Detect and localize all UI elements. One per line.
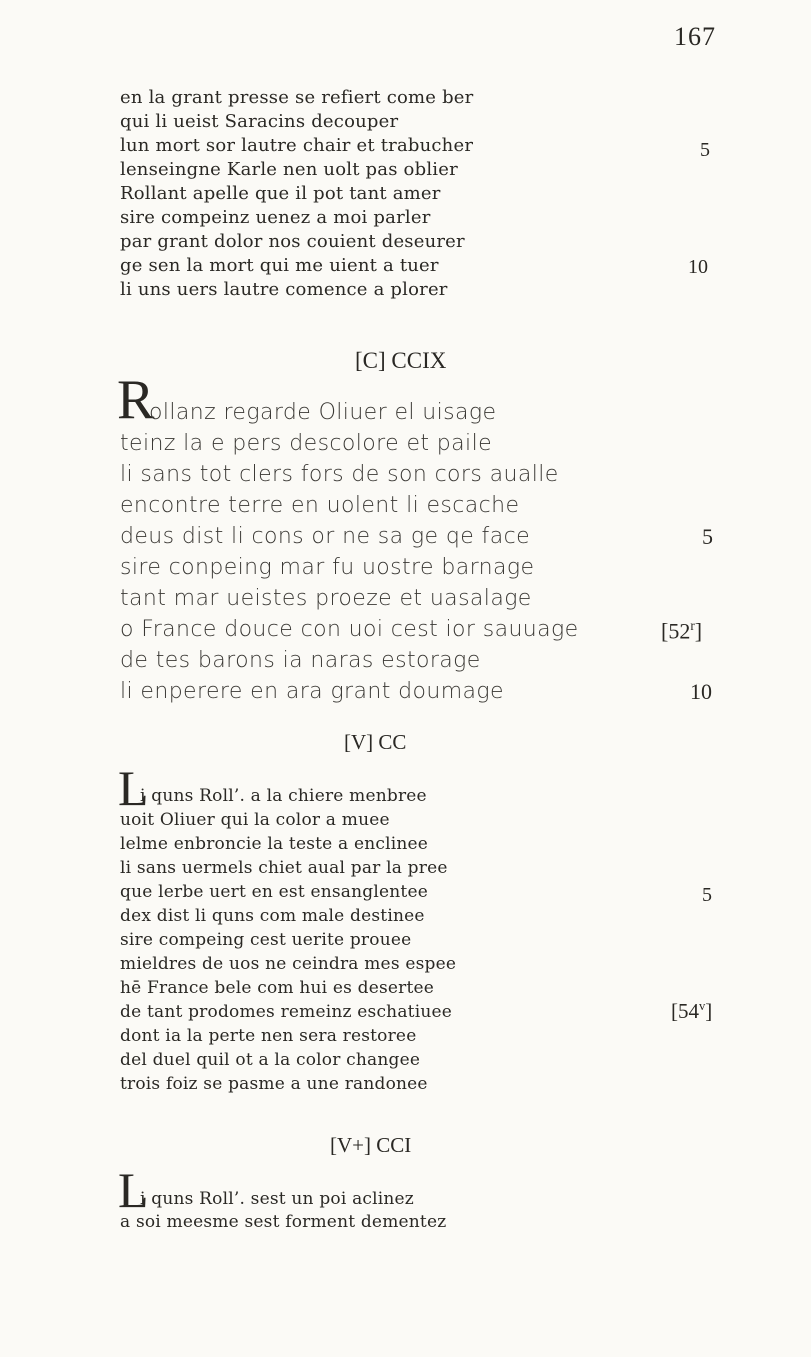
- line-number-10: 10: [688, 256, 708, 278]
- verse-line: dex dist li quns com male destinee: [120, 906, 425, 926]
- verse-line: lun mort sor lautre chair et trabucher: [120, 135, 474, 156]
- verse-line: encontre terre en uolent li escache: [120, 493, 520, 518]
- verse-line: par grant dolor nos couient deseurer: [120, 231, 465, 252]
- verse-line: lenseingne Karle nen uolt pas oblier: [120, 159, 458, 180]
- line-number-5: 5: [702, 884, 712, 906]
- page-number: 167: [674, 22, 716, 51]
- folio-label: [54: [671, 999, 699, 1023]
- verse-line: qui li ueist Saracins decouper: [120, 111, 399, 132]
- stanza-heading: [C] CCIX: [355, 348, 447, 373]
- verse-line: sire compeing cest uerite prouee: [120, 930, 412, 950]
- line-number-10: 10: [690, 679, 712, 704]
- verse-line: del duel quil ot a la color changee: [120, 1050, 421, 1070]
- line-number-5: 5: [702, 524, 713, 549]
- verse-line: deus dist li cons or ne sa ge qe face: [120, 524, 531, 549]
- verse-line: a soi meesme sest forment dementez: [120, 1212, 447, 1232]
- drop-cap-initial: R: [117, 369, 155, 431]
- verse-line: i quns Roll’. a la chiere menbree: [140, 786, 427, 806]
- verse-line: tant mar ueistes proeze et uasalage: [120, 586, 532, 611]
- verse-line: que lerbe uert en est ensanglentee: [120, 882, 428, 902]
- stanza-heading: [V+] CCI: [330, 1133, 412, 1157]
- verse-line: ollanz regarde Oliuer el uisage: [149, 400, 497, 425]
- folio-close: ]: [694, 618, 703, 644]
- verse-line: o France douce con uoi cest ior sauuage: [120, 617, 579, 642]
- verse-line: mieldres de uos ne ceindra mes espee: [120, 954, 457, 974]
- folio-label: [52: [661, 618, 691, 644]
- verse-line: de tes barons ia naras estorage: [120, 648, 481, 673]
- verse-line: hē France bele com hui es desertee: [120, 978, 435, 998]
- verse-line: dont ia la perte nen sera restoree: [120, 1026, 417, 1046]
- verse-line: sire compeinz uenez a moi parler: [120, 207, 431, 228]
- folio-reference: [671, 999, 712, 1024]
- verse-line: teinz la e pers descolore et paile: [120, 431, 493, 456]
- line-number-5: 5: [700, 139, 710, 161]
- verse-line: li uns uers lautre comence a plorer: [120, 279, 448, 300]
- folio-side: r: [690, 618, 695, 633]
- drop-cap-initial: L: [118, 760, 149, 816]
- verse-line: li sans tot clers fors de son cors aualle: [120, 462, 559, 487]
- verse-line: i quns Roll’. sest un poi aclinez: [140, 1189, 414, 1209]
- verse-line: en la grant presse se refiert come ber: [120, 87, 474, 108]
- folio-side: v: [699, 999, 706, 1013]
- folio-close: ]: [705, 999, 713, 1023]
- verse-line: uoit Oliuer qui la color a muee: [120, 810, 390, 830]
- folio-reference: [661, 618, 702, 644]
- verse-line: lelme enbroncie la teste a enclinee: [120, 834, 429, 854]
- verse-line: de tant prodomes remeinz eschatiuee: [120, 1002, 453, 1022]
- verse-line: li enperere en ara grant doumage: [120, 679, 504, 704]
- verse-line: trois foiz se pasme a une randonee: [120, 1074, 428, 1094]
- stanza-heading: [V] CC: [344, 730, 407, 754]
- verse-line: ge sen la mort qui me uient a tuer: [120, 255, 439, 276]
- drop-cap-initial: L: [118, 1162, 149, 1218]
- verse-line: Rollant apelle que il pot tant amer: [120, 183, 441, 204]
- verse-line: sire conpeing mar fu uostre barnage: [120, 555, 535, 580]
- verse-line: li sans uermels chiet aual par la pree: [120, 858, 448, 878]
